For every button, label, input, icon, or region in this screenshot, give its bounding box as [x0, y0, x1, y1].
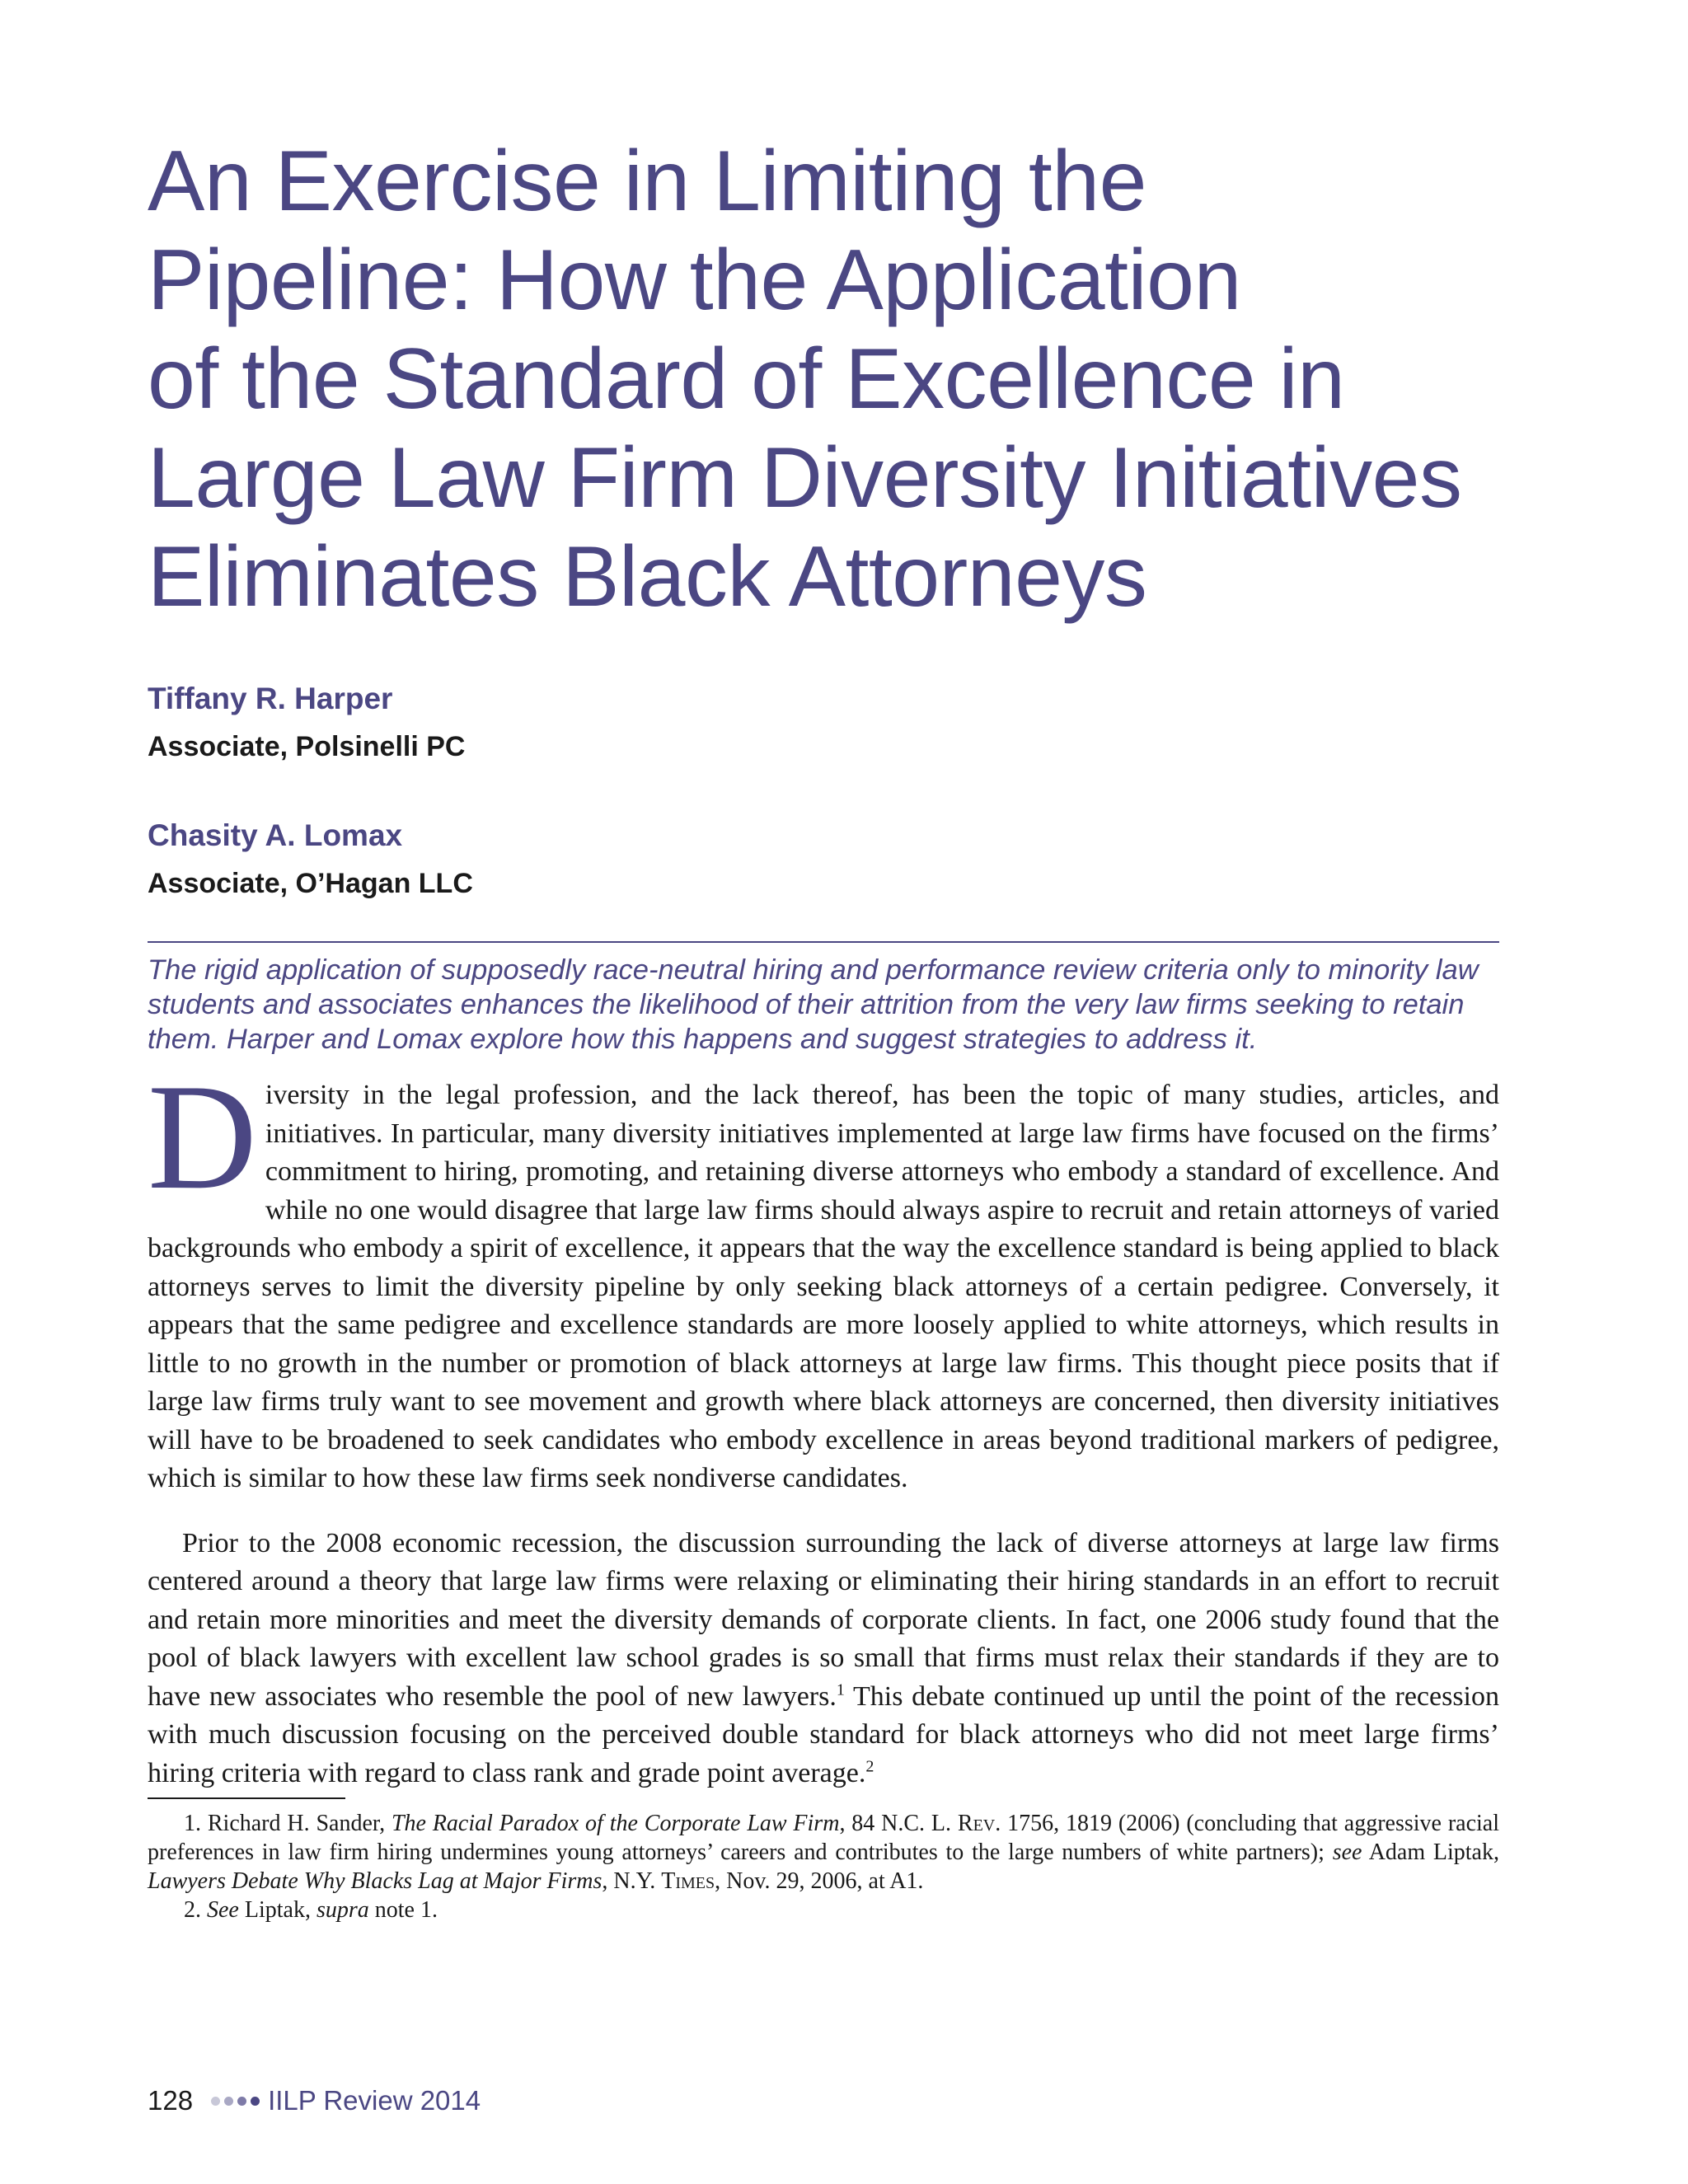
footnote-text: Adam Liptak, — [1362, 1840, 1499, 1865]
title-line: of the Standard of Excellence in — [148, 331, 1345, 427]
author-block — [148, 818, 1499, 902]
footer-dot — [237, 2097, 246, 2106]
footnote-citation-title: The Racial Paradox of the Corporate Law Firm — [391, 1811, 840, 1836]
footnote-text: Liptak, — [238, 1897, 316, 1923]
footnote-text: Rev — [957, 1811, 996, 1836]
author-affiliation: Associate, Polsinelli PC — [148, 731, 466, 762]
footnote-number: 2. — [184, 1897, 201, 1923]
footnote-text: Richard H. Sander, — [201, 1811, 392, 1836]
footnote — [148, 1896, 1499, 1924]
footnote-text: , 84 N.C. L. — [839, 1811, 958, 1836]
body-paragraph — [148, 1052, 1499, 1498]
footer-dot — [251, 2097, 260, 2106]
author-block — [148, 681, 1499, 765]
footer-dot — [224, 2097, 233, 2106]
title-line: An Exercise in Limiting the — [148, 134, 1146, 229]
abstract-divider — [148, 941, 1499, 943]
footnote — [148, 1809, 1499, 1896]
footnote-text: , N.Y. — [602, 1868, 662, 1894]
footnote-signal: see — [1332, 1840, 1362, 1865]
author-name: Chasity A. Lomax — [148, 818, 403, 852]
paragraph-text: This debate continued up until the point of the recession with much discussion focusing on the perceived double standard for black attorneys who did not meet large firms’ hiring criteria with regard to class rank and grade point average. — [148, 1680, 1500, 1788]
footer-dots — [211, 2097, 260, 2106]
article-body — [148, 1052, 1500, 1793]
journal-name: IILP Review 2014 — [268, 2085, 481, 2116]
footer-dot — [211, 2097, 220, 2106]
footnote-text: . 1756, 1819 (2006) (concluding that aggressive racial preferences in law firm hiring undermines young attorneys’ careers and contributes to the large numbers of white partners); — [148, 1811, 1500, 1865]
footnote-reference[interactable]: 2 — [865, 1757, 874, 1776]
author-name: Tiffany R. Harper — [148, 682, 393, 715]
title-line: Pipeline: How the Application — [148, 232, 1241, 328]
author-affiliation: Associate, O’Hagan LLC — [148, 868, 473, 899]
footnote-number: 1. — [184, 1811, 201, 1836]
paragraph-text: iversity in the legal profession, and the lack thereof, has been the topic of many studies, articles, and initiatives. In particular, many diversity initiatives implemented at large law firms have focused on the firms’ commitment to hiring, promoting, and retaining diverse attorneys who embody a standard of excellence. And while no one would disagree that large law firms should always aspire to recruit and retain attorneys of varied backgrounds who embody a spirit of excellence, it appears that the way the excellence standard is being applied to black attorneys serves to limit the diversity pipeline by only seeking black attorneys of a certain pedigree. Conversely, it appears that the same pedigree and excellence standards are more loosely applied to white attorneys, which results in little to no growth in the number or promotion of black attorneys at large law firms. This thought piece posits that if large law firms truly want to see movement and growth where black attorneys are concerned, then diversity initiatives will have to be broadened to seek candidates who embody excellence in areas beyond traditional markers of pedigree, which is similar to how these law firms seek nondiverse candidates. — [148, 1080, 1499, 1493]
footnote-text: , Nov. 29, 2006, at A1. — [715, 1868, 924, 1894]
footnote-signal: See — [207, 1897, 239, 1923]
footnote-signal: supra — [316, 1897, 369, 1923]
body-paragraph — [148, 1525, 1499, 1793]
page-footer — [148, 2085, 481, 2116]
footnote-text: Times — [661, 1868, 715, 1894]
page-number: 128 — [148, 2085, 194, 2116]
paragraph-text: Prior to the 2008 economic recession, the discussion surrounding the lack of diverse attorneys at large law firms centered around a theory that large law firms were relaxing or eliminating their hiring standards in an effort to recruit and retain more minorities and meet the diversity demands of corporate clients. In fact, one 2006 study found that the pool of black lawyers with excellent law school grades is so small that firms must relax their standards if they are to have new associates who resemble the pool of new lawyers. — [148, 1527, 1499, 1712]
article-page — [148, 132, 1499, 1924]
footnote-reference[interactable]: 1 — [836, 1680, 845, 1699]
title-line: Eliminates Black Attorneys — [148, 529, 1147, 625]
title-line: Large Law Firm Diversity Initiatives — [148, 430, 1462, 526]
article-title — [148, 132, 1499, 626]
footnote-divider — [148, 1797, 345, 1799]
abstract: The rigid application of supposedly race-neutral hiring and performance review criteria only to minority law students and associates enhances the likelihood of their attrition from the very law firms seeking to retain them. Harper and Lomax explore how this happens and suggest strategies to address it. — [148, 954, 1479, 1055]
footnote-citation-title: Lawyers Debate Why Blacks Lag at Major Firms — [148, 1868, 603, 1894]
drop-cap: D — [148, 1052, 257, 1221]
footnotes — [148, 1809, 1499, 1924]
footnote-text: note 1. — [368, 1897, 438, 1923]
